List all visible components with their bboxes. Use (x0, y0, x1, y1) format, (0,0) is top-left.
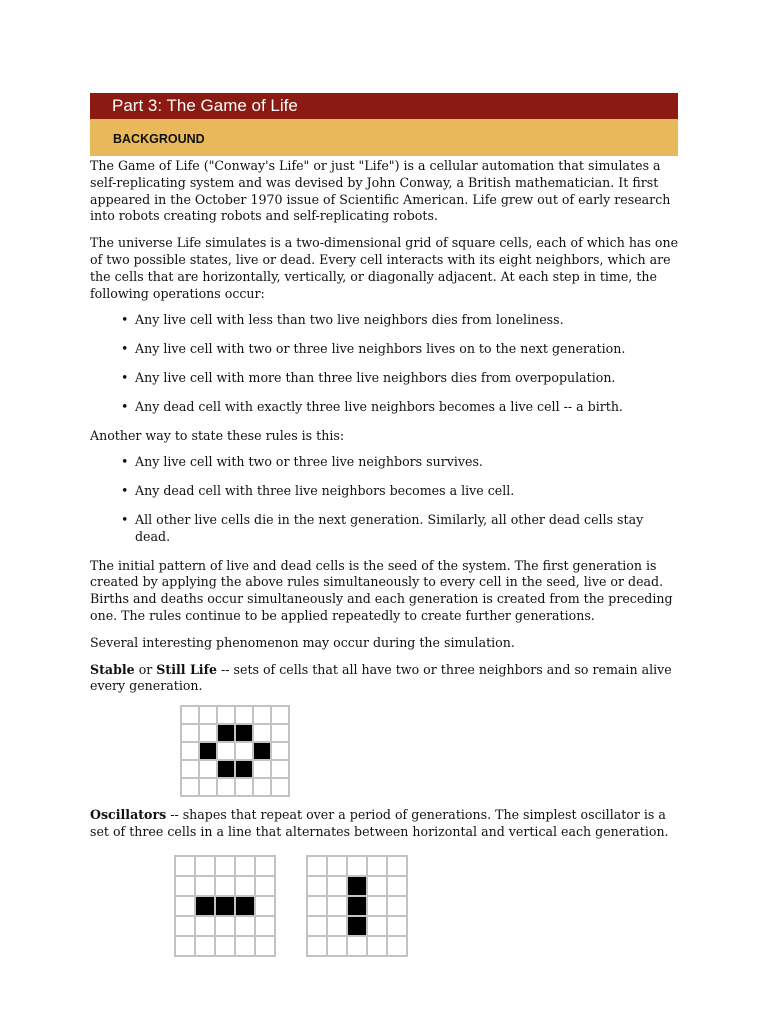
dead-cell (254, 761, 270, 777)
live-cell (200, 743, 216, 759)
dead-cell (368, 857, 386, 875)
dead-cell (272, 707, 288, 723)
live-cell (216, 897, 234, 915)
dead-cell (254, 707, 270, 723)
intro-paragraph: The Game of Life ("Conway's Life" or just "Life") is a cellular automation that simulates a self-replicating system and was devised by John Conway, a British mathematician. It first appeared in the October 1970 issue of Scientific American. Life grew out of early research into robots creating robots and self-replicating robots. (90, 158, 671, 224)
live-cell (196, 897, 214, 915)
live-cell (348, 897, 366, 915)
dead-cell (236, 877, 254, 895)
dead-cell (368, 937, 386, 955)
dead-cell (368, 877, 386, 895)
dead-cell (272, 761, 288, 777)
dead-cell (182, 707, 198, 723)
live-cell (218, 761, 234, 777)
dead-cell (256, 897, 274, 915)
seed-paragraph: The initial pattern of live and dead cells is the seed of the system. The first generation is created by applying the above rules simultaneously to every cell in the seed, live or dead. Births and deaths occur simultaneously and each generation is created from the preceding one. The rules continue to be applied repeatedly to create further generations. (90, 557, 673, 623)
live-cell (236, 761, 252, 777)
dead-cell (218, 707, 234, 723)
phenomena-paragraph: Several interesting phenomenon may occur during the simulation. (90, 634, 515, 650)
dead-cell (328, 917, 346, 935)
dead-cell (236, 857, 254, 875)
dead-cell (328, 897, 346, 915)
stable-definition (90, 662, 680, 696)
live-cell (348, 917, 366, 935)
dead-cell (218, 743, 234, 759)
list-item: • Any dead cell with exactly three live neighbors becomes a live cell -- a birth. (135, 399, 680, 416)
list-item: • Any live cell with two or three live neighbors survives. (135, 454, 680, 471)
dead-cell (176, 857, 194, 875)
live-cell (218, 725, 234, 741)
dead-cell (200, 761, 216, 777)
dead-cell (388, 917, 406, 935)
dead-cell (216, 917, 234, 935)
dead-cell (388, 937, 406, 955)
dead-cell (176, 937, 194, 955)
dead-cell (308, 857, 326, 875)
dead-cell (308, 877, 326, 895)
dead-cell (256, 937, 274, 955)
oscillators-definition (90, 807, 680, 841)
list-item: • Any dead cell with three live neighbors becomes a live cell. (135, 483, 680, 500)
dead-cell (182, 779, 198, 795)
stable-connector: or (134, 661, 157, 677)
dead-cell (236, 917, 254, 935)
dead-cell (388, 877, 406, 895)
dead-cell (196, 937, 214, 955)
rules-list (90, 312, 680, 415)
dead-cell (368, 897, 386, 915)
live-cell (348, 877, 366, 895)
alt-rules-intro: Another way to state these rules is this: (90, 427, 345, 443)
dead-cell (200, 779, 216, 795)
still-life-grid (180, 705, 290, 797)
dead-cell (254, 725, 270, 741)
dead-cell (196, 877, 214, 895)
dead-cell (272, 725, 288, 741)
dead-cell (236, 779, 252, 795)
dead-cell (348, 937, 366, 955)
page-title: Part 3: The Game of Life (90, 93, 678, 119)
dead-cell (308, 937, 326, 955)
dead-cell (176, 877, 194, 895)
dead-cell (216, 857, 234, 875)
live-cell (254, 743, 270, 759)
list-item: • Any live cell with less than two live neighbors dies from loneliness. (135, 312, 680, 329)
dead-cell (308, 897, 326, 915)
still-life-term: Still Life (156, 661, 218, 677)
dead-cell (200, 707, 216, 723)
oscillator-horizontal-grid (174, 855, 276, 957)
dead-cell (236, 937, 254, 955)
stable-description: -- sets of cells that all have two or three neighbors and so remain alive every generation. (90, 661, 672, 694)
universe-paragraph: The universe Life simulates is a two-dimensional grid of square cells, each of which has one of two possible states, live or dead. Every cell interacts with its eight neighbors, which are the cells that are horizontally, vertically, or diagonally adjacent. At each step in time, the following operations occur: (90, 235, 679, 301)
dead-cell (196, 857, 214, 875)
dead-cell (218, 779, 234, 795)
list-item: • Any live cell with more than three live neighbors dies from overpopulation. (135, 370, 680, 387)
dead-cell (200, 725, 216, 741)
dead-cell (216, 937, 234, 955)
dead-cell (236, 707, 252, 723)
section-heading: BACKGROUND (90, 119, 678, 156)
dead-cell (256, 877, 274, 895)
dead-cell (196, 917, 214, 935)
document-body (90, 158, 680, 957)
stable-term: Stable (90, 661, 135, 677)
dead-cell (256, 857, 274, 875)
dead-cell (256, 917, 274, 935)
list-item: • Any live cell with two or three live neighbors lives on to the next generation. (135, 341, 680, 358)
dead-cell (176, 917, 194, 935)
dead-cell (388, 857, 406, 875)
dead-cell (182, 743, 198, 759)
dead-cell (182, 725, 198, 741)
oscillators-description: -- shapes that repeat over a period of generations. The simplest oscillator is a set of three cells in a line that alternates between horizontal and vertical each generation. (90, 807, 669, 839)
oscillator-vertical-grid (306, 855, 408, 957)
live-cell (236, 897, 254, 915)
dead-cell (328, 937, 346, 955)
alt-rules-list (90, 454, 680, 545)
dead-cell (308, 917, 326, 935)
dead-cell (272, 743, 288, 759)
dead-cell (236, 743, 252, 759)
list-item: • All other live cells die in the next generation. Similarly, all other dead cells stay dead. (135, 512, 680, 546)
dead-cell (328, 857, 346, 875)
dead-cell (328, 877, 346, 895)
live-cell (236, 725, 252, 741)
dead-cell (388, 897, 406, 915)
dead-cell (272, 779, 288, 795)
dead-cell (254, 779, 270, 795)
dead-cell (176, 897, 194, 915)
dead-cell (368, 917, 386, 935)
dead-cell (216, 877, 234, 895)
oscillators-term: Oscillators (90, 807, 167, 823)
dead-cell (348, 857, 366, 875)
dead-cell (182, 761, 198, 777)
oscillator-figures (174, 855, 680, 957)
